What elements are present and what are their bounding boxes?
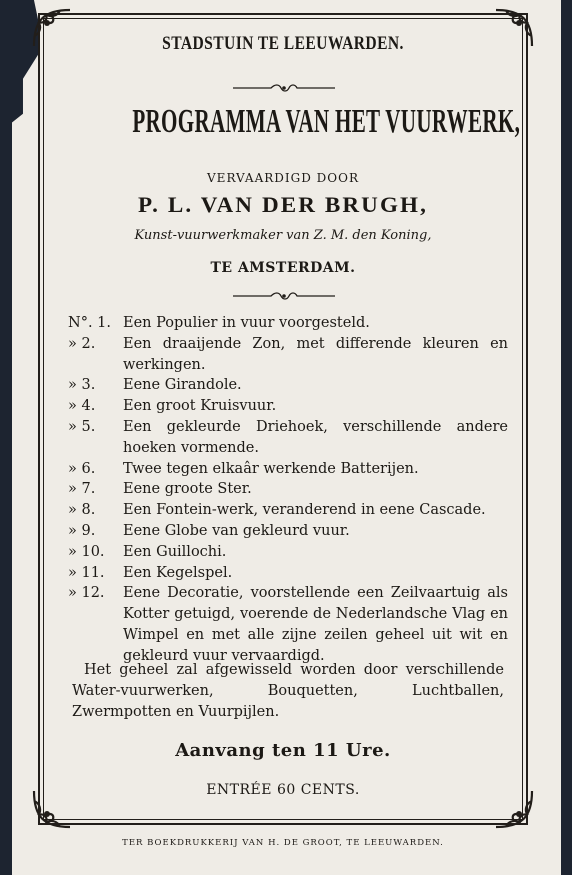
corner-ornament-icon bbox=[30, 6, 74, 50]
item-number: » 8. bbox=[68, 502, 96, 519]
item-text: Een Fontein-werk, veranderend in eene Cascade. bbox=[123, 502, 486, 519]
item-text: Eene groote Ster. bbox=[123, 481, 252, 498]
item-text: Twee tegen elkaâr werkende Batterijen. bbox=[123, 460, 419, 477]
item-text: Een groot Kruisvuur. bbox=[123, 398, 277, 415]
made-by-label: VERVAARDIGD DOOR bbox=[207, 171, 359, 185]
entry-price: ENTRÉE 60 CENTS. bbox=[206, 782, 360, 798]
item-number: » 12. bbox=[68, 585, 105, 602]
page-title: PROGRAMMA VAN HET VUURWERK, bbox=[132, 103, 521, 140]
item-text: Eene Decoratie, voorstellende een Zeilvaartuig als Kotter getuigd, voerende de Nederlandsche Vlag en Wimpel en met alle zijne zeilen geheel uit wit en gekleurd vuur vervaardigd. bbox=[123, 585, 508, 664]
item-number: » 11. bbox=[68, 564, 105, 581]
list-item bbox=[68, 396, 508, 417]
item-text: Een Guillochi. bbox=[123, 543, 227, 560]
program-list bbox=[68, 313, 508, 667]
maker-subtitle: Kunst-vuurwerkmaker van Z. M. den Koning, bbox=[134, 228, 432, 243]
item-text: Een gekleurde Driehoek, verschillende andere hoeken vormende. bbox=[123, 418, 508, 456]
list-item bbox=[68, 500, 508, 521]
item-text: Een Kegelspel. bbox=[123, 564, 233, 581]
printer-imprint: TER BOEKDRUKKERIJ VAN H. DE GROOT, TE LEEUWARDEN. bbox=[122, 838, 444, 848]
item-number: » 10. bbox=[68, 543, 105, 560]
flourish-divider-icon bbox=[231, 291, 337, 301]
item-number: » 5. bbox=[68, 418, 96, 435]
item-number: » 6. bbox=[68, 460, 96, 477]
list-item bbox=[68, 563, 508, 584]
list-item bbox=[68, 313, 508, 334]
item-text: Een Populier in vuur voorgesteld. bbox=[123, 315, 370, 331]
start-time: Aanvang ten 11 Ure. bbox=[175, 740, 391, 761]
list-item bbox=[68, 375, 508, 396]
item-number: » 7. bbox=[68, 481, 96, 498]
list-item bbox=[68, 459, 508, 480]
item-number: » 3. bbox=[68, 377, 96, 394]
item-text: Eene Girandole. bbox=[123, 377, 242, 394]
closing-paragraph: Het geheel zal afgewisseld worden door verschillende Water-vuurwerken, Bouquetten, Luchtballen, Zwermpotten en Vuurpijlen. bbox=[72, 662, 504, 720]
maker-name: P. L. VAN DER BRUGH, bbox=[138, 192, 428, 217]
list-item bbox=[68, 583, 508, 666]
item-number: N°. 1. bbox=[68, 315, 111, 331]
city-label: TE AMSTERDAM. bbox=[210, 260, 356, 276]
item-number: » 4. bbox=[68, 398, 96, 415]
item-text: Een draaijende Zon, met differende kleuren en werkingen. bbox=[123, 335, 508, 373]
list-item bbox=[68, 542, 508, 563]
list-item bbox=[68, 479, 508, 500]
flourish-divider-icon bbox=[231, 83, 337, 93]
item-number: » 9. bbox=[68, 522, 96, 539]
corner-ornament-icon bbox=[492, 6, 536, 50]
venue-heading: STADSTUIN TE LEEUWARDEN. bbox=[162, 33, 404, 54]
list-item bbox=[68, 521, 508, 542]
item-text: Eene Globe van gekleurd vuur. bbox=[123, 522, 350, 539]
list-item bbox=[68, 334, 508, 376]
item-number: » 2. bbox=[68, 335, 96, 352]
list-item bbox=[68, 417, 508, 459]
